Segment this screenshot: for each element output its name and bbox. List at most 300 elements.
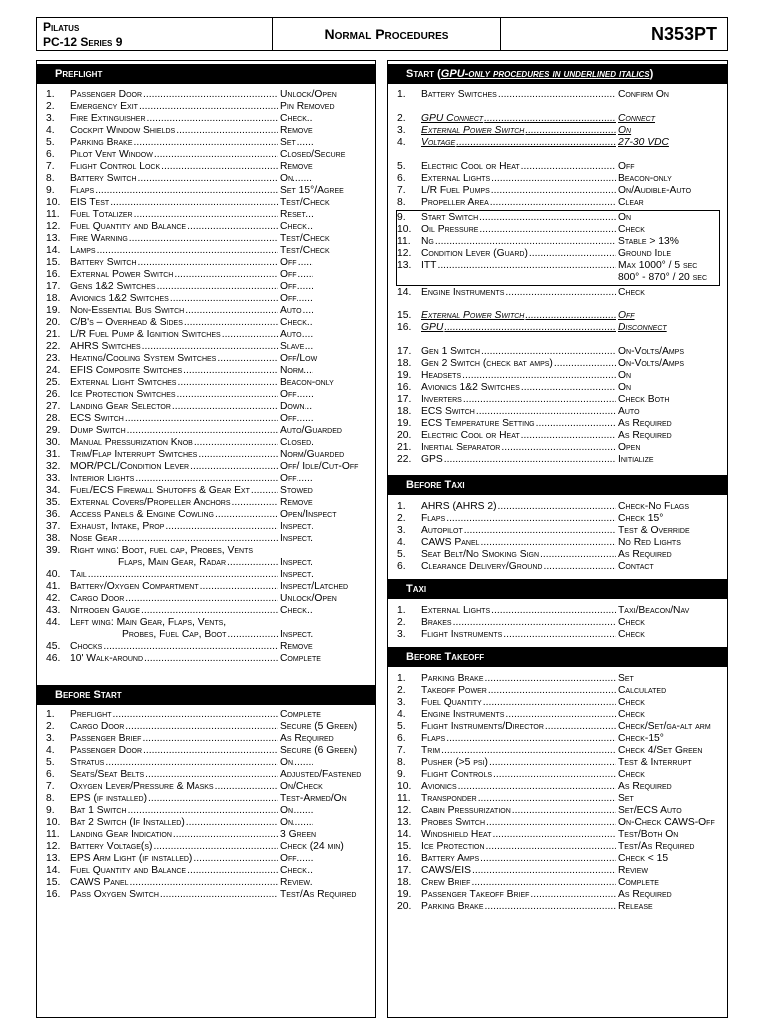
item-action: Check 15° — [618, 513, 664, 524]
item-number: 6. — [46, 149, 55, 160]
item-description — [70, 745, 313, 757]
item-description — [421, 605, 617, 617]
item-description — [70, 245, 313, 257]
item-number: 14. — [397, 287, 412, 298]
item-label: Bat 1 Switch — [70, 805, 127, 816]
item-label: Electric Cool or Heat — [421, 430, 520, 441]
item-number: 12. — [46, 841, 61, 852]
item-description — [70, 257, 313, 269]
checklist-item — [37, 757, 375, 769]
checklist-item — [388, 197, 727, 209]
item-description — [421, 793, 617, 805]
item-description — [70, 793, 313, 805]
item-action: Test-Armed/On — [280, 793, 347, 804]
item-action: Set — [280, 137, 296, 148]
checklist-item — [37, 341, 375, 353]
item-label: Propeller Area — [421, 197, 489, 208]
item-description — [70, 329, 313, 341]
item-number: 15. — [46, 257, 61, 268]
item-label: ITT — [421, 260, 437, 271]
checklist-item-continuation — [37, 557, 375, 569]
item-number: 11. — [397, 793, 411, 804]
checklist-item — [388, 769, 727, 781]
item-action: Off — [280, 389, 297, 400]
item-description — [70, 413, 313, 425]
item-description — [421, 185, 617, 197]
section-header-preflight: Preflight — [37, 64, 375, 84]
item-label: Oil Pressure — [421, 224, 479, 235]
item-description — [421, 161, 617, 173]
item-description — [70, 533, 313, 545]
item-action: Inspect/Latched — [280, 581, 349, 592]
item-description — [421, 769, 617, 781]
checklist-item — [388, 733, 727, 745]
item-description — [70, 841, 313, 853]
item-action: Taxi/Beacon/Nav — [618, 605, 690, 616]
checklist-item — [37, 401, 375, 413]
item-action: Check < 15 — [618, 853, 669, 864]
item-description — [421, 537, 617, 549]
checklist-item — [388, 224, 727, 236]
item-label: Tail — [70, 569, 87, 580]
item-description — [70, 629, 313, 641]
item-label: CAWS Panel — [421, 537, 480, 548]
item-label: Nitrogen Gauge — [70, 605, 141, 616]
item-action: Contact — [618, 561, 654, 572]
item-description — [70, 877, 313, 889]
item-description — [70, 709, 313, 721]
item-description — [421, 224, 617, 236]
checklist-item — [388, 501, 727, 513]
section-header-taxi: Taxi — [388, 579, 727, 599]
item-description — [421, 673, 617, 685]
item-label: Heating/Cooling System Switches — [70, 353, 217, 364]
item-description — [70, 473, 313, 485]
item-label: Exhaust, Intake, Prop — [70, 521, 165, 532]
item-description — [70, 221, 313, 233]
item-number: 13. — [46, 853, 61, 864]
item-number: 26. — [46, 389, 61, 400]
item-action: Reset — [280, 209, 306, 220]
item-description — [70, 485, 313, 497]
item-label: Flaps — [421, 513, 446, 524]
checklist-item — [37, 245, 375, 257]
item-number: 23. — [46, 353, 61, 364]
item-number: 21. — [46, 329, 61, 340]
item-description — [70, 149, 313, 161]
item-description — [421, 454, 617, 466]
start-title-note: GPU-only procedures in underlined italics — [440, 68, 650, 80]
item-description — [421, 236, 617, 248]
item-action: Off — [280, 293, 297, 304]
item-label: GPU Connect — [421, 113, 484, 124]
item-label: Landing Gear Selector — [70, 401, 171, 412]
item-description — [70, 89, 313, 101]
item-action: On — [280, 757, 294, 768]
checklist-item — [388, 877, 727, 889]
item-number: 19. — [46, 305, 61, 316]
item-description — [70, 757, 313, 769]
item-action: Confirm On — [618, 89, 669, 100]
checklist-item — [388, 287, 727, 299]
item-number: 1. — [397, 605, 406, 616]
item-description — [70, 377, 313, 389]
item-description — [421, 501, 617, 513]
item-description — [421, 173, 617, 185]
item-action: Test/As Required — [280, 889, 357, 900]
item-label: Pilot Vent Window — [70, 149, 153, 160]
item-description — [70, 197, 313, 209]
item-description — [421, 382, 617, 394]
preflight-list — [37, 89, 375, 665]
checklist-item — [37, 305, 375, 317]
item-label: GPU — [421, 322, 444, 333]
item-number: 27. — [46, 401, 61, 412]
item-label: Takeoff Power — [421, 685, 487, 696]
checklist-item — [37, 257, 375, 269]
checklist-item — [37, 497, 375, 509]
item-label: C/B's – Overhead & Sides — [70, 317, 183, 328]
checklist-item — [37, 545, 375, 557]
item-description — [70, 185, 313, 197]
item-label: Seat Belt/No Smoking Sign — [421, 549, 540, 560]
item-label: Autopilot — [421, 525, 463, 536]
checklist-item — [388, 605, 727, 617]
item-number: 2. — [397, 113, 406, 124]
checklist-item — [388, 248, 727, 260]
item-number: 8. — [46, 173, 55, 184]
checklist-item — [37, 605, 375, 617]
item-label: External Lights — [421, 605, 491, 616]
checklist-item — [37, 113, 375, 125]
checklist-item — [388, 346, 727, 358]
item-action: Off — [280, 257, 297, 268]
item-number: 19. — [397, 418, 412, 429]
item-number: 11. — [46, 209, 60, 220]
item-description — [70, 641, 313, 653]
item-action: Connect — [618, 113, 655, 124]
item-number: 2. — [397, 513, 406, 524]
item-label: Pusher (>5 psi) — [421, 757, 488, 768]
item-label: Probes, Fuel Cap, Boot — [122, 629, 227, 640]
item-label: Emergency Exit — [70, 101, 138, 112]
item-description — [421, 745, 617, 757]
item-description — [421, 525, 617, 537]
item-label: Battery Amps — [421, 853, 480, 864]
item-number: 16. — [46, 269, 61, 280]
checklist-item — [37, 745, 375, 757]
item-description — [70, 341, 313, 353]
item-label: Ice Protection — [421, 841, 485, 852]
checklist-item — [37, 125, 375, 137]
item-action: Clear — [618, 197, 644, 208]
item-action: Check — [280, 605, 307, 616]
item-label: Inertial Separator — [421, 442, 501, 453]
item-action: Max 1000° / 5 sec — [618, 260, 698, 271]
item-action: Secure (5 Green) — [280, 721, 358, 732]
item-number: 24. — [46, 365, 61, 376]
item-description — [70, 137, 313, 149]
item-label: CAWS/EIS — [421, 865, 471, 876]
checklist-item — [37, 437, 375, 449]
item-action: Off — [618, 310, 635, 321]
item-label: Voltage — [421, 137, 456, 148]
item-number: 39. — [46, 545, 61, 556]
item-action: Check — [280, 113, 307, 124]
item-label: Avionics — [421, 781, 457, 792]
item-description — [421, 841, 617, 853]
before-takeoff-list — [388, 673, 727, 913]
item-description — [70, 509, 313, 521]
item-label: Chocks — [70, 641, 103, 652]
item-number: 2. — [397, 617, 406, 628]
item-description — [70, 401, 313, 413]
item-description — [421, 757, 617, 769]
item-label: Cockpit Window Shields — [70, 125, 176, 136]
item-description — [421, 617, 617, 629]
checklist-item — [37, 293, 375, 305]
item-action: On/Audible-Auto — [618, 185, 692, 196]
item-label: Stratus — [70, 757, 105, 768]
item-description — [70, 853, 313, 865]
item-action: On — [618, 212, 632, 223]
item-description — [421, 394, 617, 406]
item-number: 17. — [397, 394, 412, 405]
item-label: Passenger Takeoff Brief — [421, 889, 530, 900]
item-description — [421, 629, 617, 641]
item-action: Auto — [280, 329, 302, 340]
checklist-item — [37, 473, 375, 485]
item-number: 18. — [397, 877, 412, 888]
item-number: 5. — [397, 721, 406, 732]
item-number: 13. — [397, 260, 412, 271]
item-description — [70, 161, 313, 173]
item-action: Off — [280, 269, 297, 280]
item-number: 8. — [397, 197, 406, 208]
item-description — [421, 197, 617, 209]
item-label: Battery Voltage(s) — [70, 841, 153, 852]
item-description — [421, 442, 617, 454]
item-label: EPS (if installed) — [70, 793, 148, 804]
item-description — [70, 425, 313, 437]
item-action: Test/Check — [280, 197, 330, 208]
item-action: Slave — [280, 341, 305, 352]
item-number: 4. — [46, 125, 55, 136]
checklist-item — [37, 185, 375, 197]
checklist-item — [37, 521, 375, 533]
checklist-item — [388, 805, 727, 817]
item-label: Electric Cool or Heat — [421, 161, 520, 172]
item-label: Parking Brake — [70, 137, 133, 148]
item-number: 4. — [46, 745, 55, 756]
checklist-item — [388, 889, 727, 901]
page-title: Normal Procedures — [273, 18, 501, 50]
checklist-item — [37, 149, 375, 161]
item-number: 17. — [397, 346, 412, 357]
item-label: Probes Switch — [421, 817, 486, 828]
checklist-item — [388, 260, 727, 272]
item-description — [70, 173, 313, 185]
item-label: Gen 2 Switch (check bat amps) — [421, 358, 553, 369]
item-description — [70, 449, 313, 461]
item-description — [70, 293, 313, 305]
item-description — [421, 561, 617, 573]
item-number: 9. — [397, 212, 406, 223]
checklist-item — [37, 617, 375, 629]
item-action: Set 15°/Agree — [280, 185, 344, 196]
section-header-start — [388, 64, 727, 84]
item-label: Flaps — [70, 185, 95, 196]
item-action: As Required — [618, 549, 672, 560]
item-action: Secure (6 Green) — [280, 745, 358, 756]
item-action: Norm/Guarded — [280, 449, 345, 460]
page-header — [36, 17, 728, 51]
start-list-group1 — [388, 89, 727, 101]
checklist-item — [37, 461, 375, 473]
item-number: 1. — [397, 673, 406, 684]
item-label: Ice Protection Switches — [70, 389, 176, 400]
item-label: Condition Lever (Guard) — [421, 248, 528, 259]
checklist-item — [388, 629, 727, 641]
checklist-item — [37, 365, 375, 377]
item-action: Check/Set/ga-alt arm — [618, 721, 711, 732]
item-number: 10. — [397, 224, 412, 235]
item-action: Down — [280, 401, 305, 412]
item-description — [421, 260, 617, 272]
start-list-group4 — [388, 212, 727, 284]
checklist-item — [388, 697, 727, 709]
item-description — [70, 581, 313, 593]
checklist-item — [37, 89, 375, 101]
checklist-item — [388, 817, 727, 829]
item-label: Bat 2 Switch (If Installed) — [70, 817, 185, 828]
checklist-item — [37, 865, 375, 877]
item-number: 40. — [46, 569, 61, 580]
item-number: 6. — [397, 733, 406, 744]
checklist-item — [37, 197, 375, 209]
checklist-item — [388, 442, 727, 454]
item-action: As Required — [618, 430, 672, 441]
item-action: Off/Low — [280, 353, 318, 364]
taxi-list — [388, 605, 727, 641]
item-description — [421, 322, 617, 334]
start-title-post: ) — [649, 68, 654, 80]
item-action: Open — [618, 442, 641, 453]
item-number: 2. — [397, 685, 406, 696]
item-label: Flaps — [421, 733, 446, 744]
item-number: 19. — [397, 370, 412, 381]
item-description — [70, 437, 313, 449]
checklist-item — [388, 709, 727, 721]
item-label: Left wing: Main Gear, Flaps, Vents, — [70, 617, 227, 628]
item-action: Inspect — [280, 629, 312, 640]
item-label: ECS Switch — [70, 413, 124, 424]
item-number: 13. — [397, 817, 412, 828]
item-action: Check-No Flags — [618, 501, 690, 512]
item-description — [421, 248, 617, 260]
item-description — [421, 781, 617, 793]
item-number: 16. — [397, 322, 412, 333]
item-action: Remove — [280, 161, 313, 172]
item-action: On-Volts/Amps — [618, 346, 685, 357]
item-label: External Power Switch — [421, 125, 525, 136]
item-label: Avionics 1&2 Switches — [70, 293, 169, 304]
item-label: Gens 1&2 Switches — [70, 281, 156, 292]
item-action: Test & Interrupt — [618, 757, 692, 768]
checklist-item — [388, 173, 727, 185]
item-label: Battery Switch — [70, 257, 137, 268]
item-action: Check — [618, 709, 645, 720]
checklist-item — [37, 389, 375, 401]
item-number: 20. — [46, 317, 61, 328]
checklist-item — [388, 865, 727, 877]
item-label: Parking Brake — [421, 673, 484, 684]
left-column — [36, 60, 376, 1018]
item-number: 19. — [397, 889, 412, 900]
checklist-item — [388, 161, 727, 173]
item-description — [70, 829, 313, 841]
item-number: 5. — [46, 137, 55, 148]
item-label: Manual Pressurization Knob — [70, 437, 193, 448]
item-label: Cargo Door — [70, 721, 125, 732]
start-list-gpu — [388, 113, 727, 149]
checklist-item — [37, 593, 375, 605]
item-label: Crew Brief — [421, 877, 471, 888]
item-label: Start Switch — [421, 212, 479, 223]
item-label: Transponder — [421, 793, 477, 804]
checklist-item — [37, 101, 375, 113]
item-action: Review — [618, 865, 648, 876]
item-action: Check — [618, 287, 645, 298]
item-description — [421, 889, 617, 901]
item-label: Windshield Heat — [421, 829, 492, 840]
item-number: 20. — [397, 430, 412, 441]
item-description — [421, 549, 617, 561]
item-label: Trim — [421, 745, 441, 756]
checklist-item — [37, 817, 375, 829]
item-label: Passenger Door — [70, 89, 143, 100]
checklist-item — [388, 113, 727, 125]
item-label: L/R Fuel Pump & Ignition Switches — [70, 329, 221, 340]
item-number: 3. — [397, 629, 406, 640]
item-label: Fuel Quantity and Balance — [70, 865, 187, 876]
checklist-item — [388, 212, 727, 224]
item-number: 9. — [397, 769, 406, 780]
item-number: 15. — [397, 841, 412, 852]
item-action: Off/ Idle/Cut-Off — [280, 461, 359, 472]
checklist-item — [37, 769, 375, 781]
item-number: 6. — [46, 769, 55, 780]
item-action: Check — [618, 617, 645, 628]
section-header-before-taxi: Before Taxi — [388, 475, 727, 495]
item-action: Adjusted/Fastened — [280, 769, 362, 780]
item-action: Inspect — [280, 521, 312, 532]
item-label: Fire Extinguisher — [70, 113, 146, 124]
item-action: 27-30 VDC — [618, 137, 669, 148]
item-label: ECS Switch — [421, 406, 475, 417]
checklist-item — [388, 617, 727, 629]
item-action: Remove — [280, 497, 313, 508]
item-action: Complete — [280, 709, 321, 720]
checklist-item — [388, 406, 727, 418]
checklist-item — [388, 310, 727, 322]
item-action: Stowed — [280, 485, 313, 496]
item-label: Non-Essential Bus Switch — [70, 305, 185, 316]
item-description — [70, 233, 313, 245]
item-description — [70, 281, 313, 293]
checklist-item — [388, 561, 727, 573]
item-number: 22. — [46, 341, 61, 352]
